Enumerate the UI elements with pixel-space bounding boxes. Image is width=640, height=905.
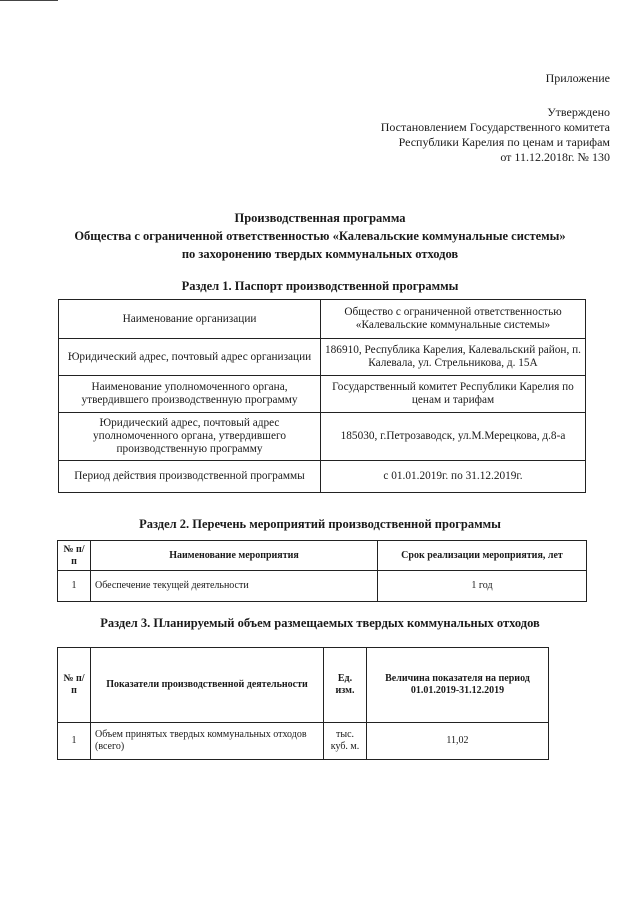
approval-line: Постановлением Государственного комитета bbox=[380, 120, 610, 134]
corner-line bbox=[0, 0, 58, 1]
column-header: Срок реализации мероприятия, лет bbox=[378, 541, 587, 571]
table-row bbox=[59, 339, 586, 376]
passport-value: Государственный комитет Республики Карелия по ценам и тарифам bbox=[321, 376, 586, 413]
row-number: 1 bbox=[58, 723, 91, 760]
column-header: Наименование мероприятия bbox=[91, 541, 378, 571]
approval-line: Республики Карелия по ценам и тарифам bbox=[398, 135, 610, 149]
passport-table bbox=[58, 299, 586, 493]
row-number: 1 bbox=[58, 571, 91, 602]
title-line: Общества с ограниченной ответственностью «Калевальские коммунальные системы» bbox=[74, 229, 566, 243]
events-table bbox=[57, 540, 587, 602]
section2-title: Раздел 2. Перечень мероприятий производственной программы bbox=[139, 517, 501, 531]
table-row bbox=[59, 461, 586, 493]
indicator-unit: тыс. куб. м. bbox=[324, 723, 367, 760]
table-row bbox=[59, 300, 586, 339]
passport-label: Период действия производственной программы bbox=[59, 461, 321, 493]
column-header: Показатели производственной деятельности bbox=[91, 648, 324, 723]
indicator-name: Объем принятых твердых коммунальных отходов (всего) bbox=[91, 723, 324, 760]
passport-label: Юридический адрес, почтовый адрес организации bbox=[59, 339, 321, 376]
section3-title: Раздел 3. Планируемый объем размещаемых твердых коммунальных отходов bbox=[100, 616, 540, 630]
passport-label: Наименование организации bbox=[59, 300, 321, 339]
passport-value: 185030, г.Петрозаводск, ул.М.Мерецкова, д.8-а bbox=[321, 413, 586, 461]
annex-label: Приложение bbox=[545, 71, 610, 85]
approval-line: от 11.12.2018г. № 130 bbox=[500, 150, 610, 164]
table-row bbox=[59, 413, 586, 461]
passport-label: Наименование уполномоченного органа, утвердившего производственную программу bbox=[59, 376, 321, 413]
event-term: 1 год bbox=[378, 571, 587, 602]
table-row bbox=[58, 723, 549, 760]
passport-label: Юридический адрес, почтовый адрес уполномоченного органа, утвердившего производственную программу bbox=[59, 413, 321, 461]
passport-value: Общество с ограниченной ответственностью «Калевальские коммунальные системы» bbox=[321, 300, 586, 339]
title-line: по захоронению твердых коммунальных отходов bbox=[181, 247, 459, 261]
table-row bbox=[59, 376, 586, 413]
table-header-row bbox=[58, 648, 549, 723]
table-row bbox=[58, 571, 587, 602]
passport-value: с 01.01.2019г. по 31.12.2019г. bbox=[321, 461, 586, 493]
column-header: № п/п bbox=[58, 648, 91, 723]
event-name: Обеспечение текущей деятельности bbox=[91, 571, 378, 602]
column-header: Ед. изм. bbox=[324, 648, 367, 723]
passport-value: 186910, Республика Карелия, Калевальский район, п. Калевала, ул. Стрельникова, д. 15А bbox=[321, 339, 586, 376]
document-title bbox=[0, 209, 640, 263]
column-header: Величина показателя на период 01.01.2019-31.12.2019 bbox=[367, 648, 549, 723]
table-header-row bbox=[58, 541, 587, 571]
approval-stamp bbox=[381, 105, 610, 165]
indicator-value: 11,02 bbox=[367, 723, 549, 760]
volume-table bbox=[57, 647, 549, 760]
section1-title: Раздел 1. Паспорт производственной программы bbox=[181, 279, 459, 293]
approval-line: Утверждено bbox=[547, 105, 610, 119]
title-line: Производственная программа bbox=[234, 211, 406, 225]
column-header: № п/п bbox=[58, 541, 91, 571]
